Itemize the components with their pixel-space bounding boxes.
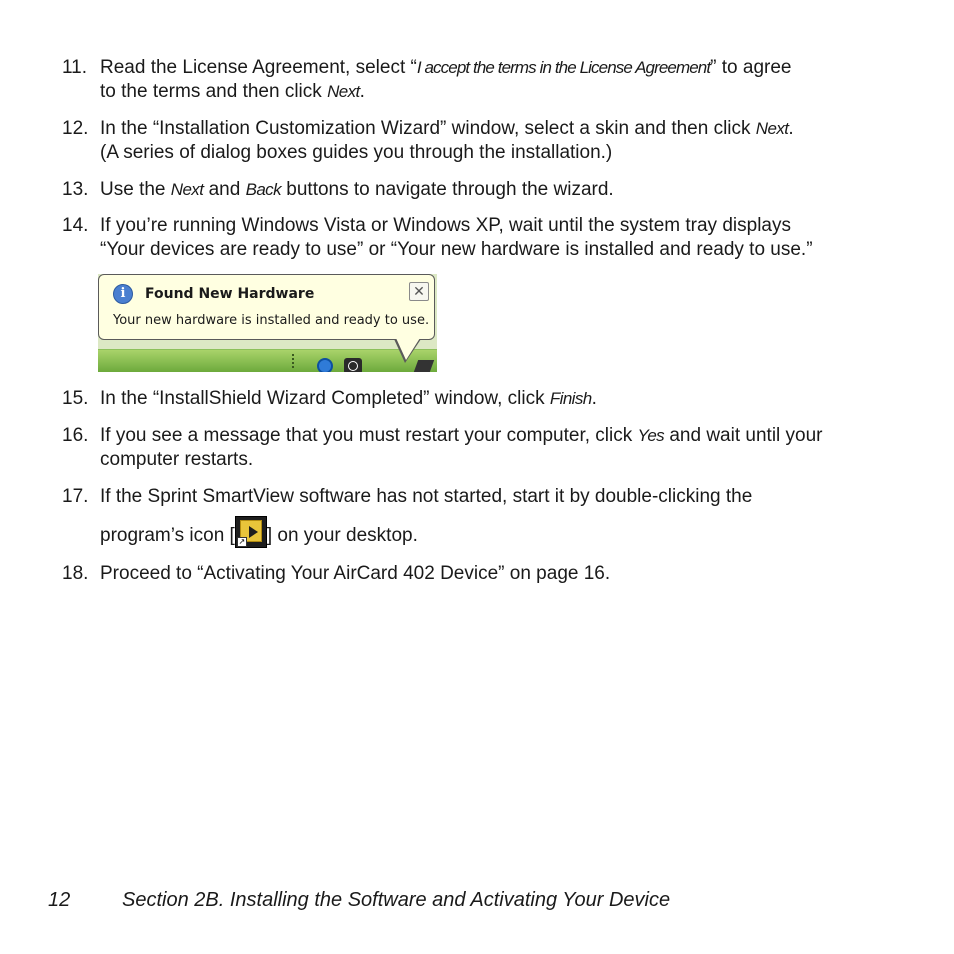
step-number: 12. bbox=[62, 118, 89, 139]
step-text: In the “Installation Customization Wizard” window, select a skin and then click Next. (A series of dialog boxes guides you through the installation.) bbox=[100, 118, 794, 163]
step-number: 11. bbox=[62, 57, 88, 78]
section-title: Section 2B. Installing the Software and Activating Your Device bbox=[122, 889, 671, 911]
shortcut-arrow-icon: ↗ bbox=[238, 537, 246, 546]
close-icon[interactable]: ✕ bbox=[409, 282, 429, 301]
step-text: Use the Next and Back buttons to navigate through the wizard. bbox=[100, 179, 614, 200]
taskbar bbox=[98, 349, 437, 372]
balloon-message: Your new hardware is installed and ready to use. bbox=[113, 313, 430, 328]
step-text: If you’re running Windows Vista or Windows XP, wait until the system tray displays “Your devices are ready to use” or “Your new hardware is installed and ready to use.” bbox=[100, 215, 813, 260]
emphasis-button: Next bbox=[170, 180, 204, 199]
emphasis-button: Next bbox=[755, 119, 789, 138]
info-icon: i bbox=[113, 284, 133, 304]
emphasis-button: Yes bbox=[637, 426, 665, 445]
step-text: Read the License Agreement, select “I accept the terms in the License Agreement” to agree to the terms and then click Next. bbox=[100, 57, 792, 102]
step-text: If the Sprint SmartView software has not started, start it by double-clicking the bbox=[100, 486, 753, 507]
emphasis-button: Next bbox=[327, 82, 360, 101]
emphasis-option: I accept the terms in the License Agreement bbox=[416, 58, 711, 77]
emphasis-button: Finish bbox=[549, 389, 592, 408]
step-number: 16. bbox=[62, 425, 89, 446]
step-number: 17. bbox=[62, 486, 89, 507]
step-number: 13. bbox=[62, 179, 89, 200]
step-text: If you see a message that you must restart your computer, click Yes and wait until your computer restarts. bbox=[100, 425, 823, 470]
step-number: 15. bbox=[62, 388, 89, 409]
page-number: 12 bbox=[48, 889, 71, 911]
clock-tray-icon bbox=[344, 358, 362, 372]
step-text: Proceed to “Activating Your AirCard 402 Device” on page 16. bbox=[100, 563, 611, 584]
step-number: 18. bbox=[62, 563, 89, 584]
balloon-tail bbox=[396, 338, 420, 360]
tray-grip-icon bbox=[292, 354, 298, 368]
balloon-title: Found New Hardware bbox=[145, 286, 315, 302]
emphasis-button: Back bbox=[245, 180, 281, 199]
smartview-program-icon bbox=[235, 516, 267, 548]
browser-tray-icon bbox=[317, 358, 333, 372]
step-text: In the “InstallShield Wizard Completed” window, click Finish. bbox=[100, 388, 597, 409]
step-text: program’s icon [ ↗ ] on your desktop. bbox=[100, 516, 900, 548]
step-number: 14. bbox=[62, 215, 89, 236]
notification-balloon[interactable] bbox=[98, 274, 435, 340]
found-new-hardware-screenshot bbox=[98, 274, 437, 372]
